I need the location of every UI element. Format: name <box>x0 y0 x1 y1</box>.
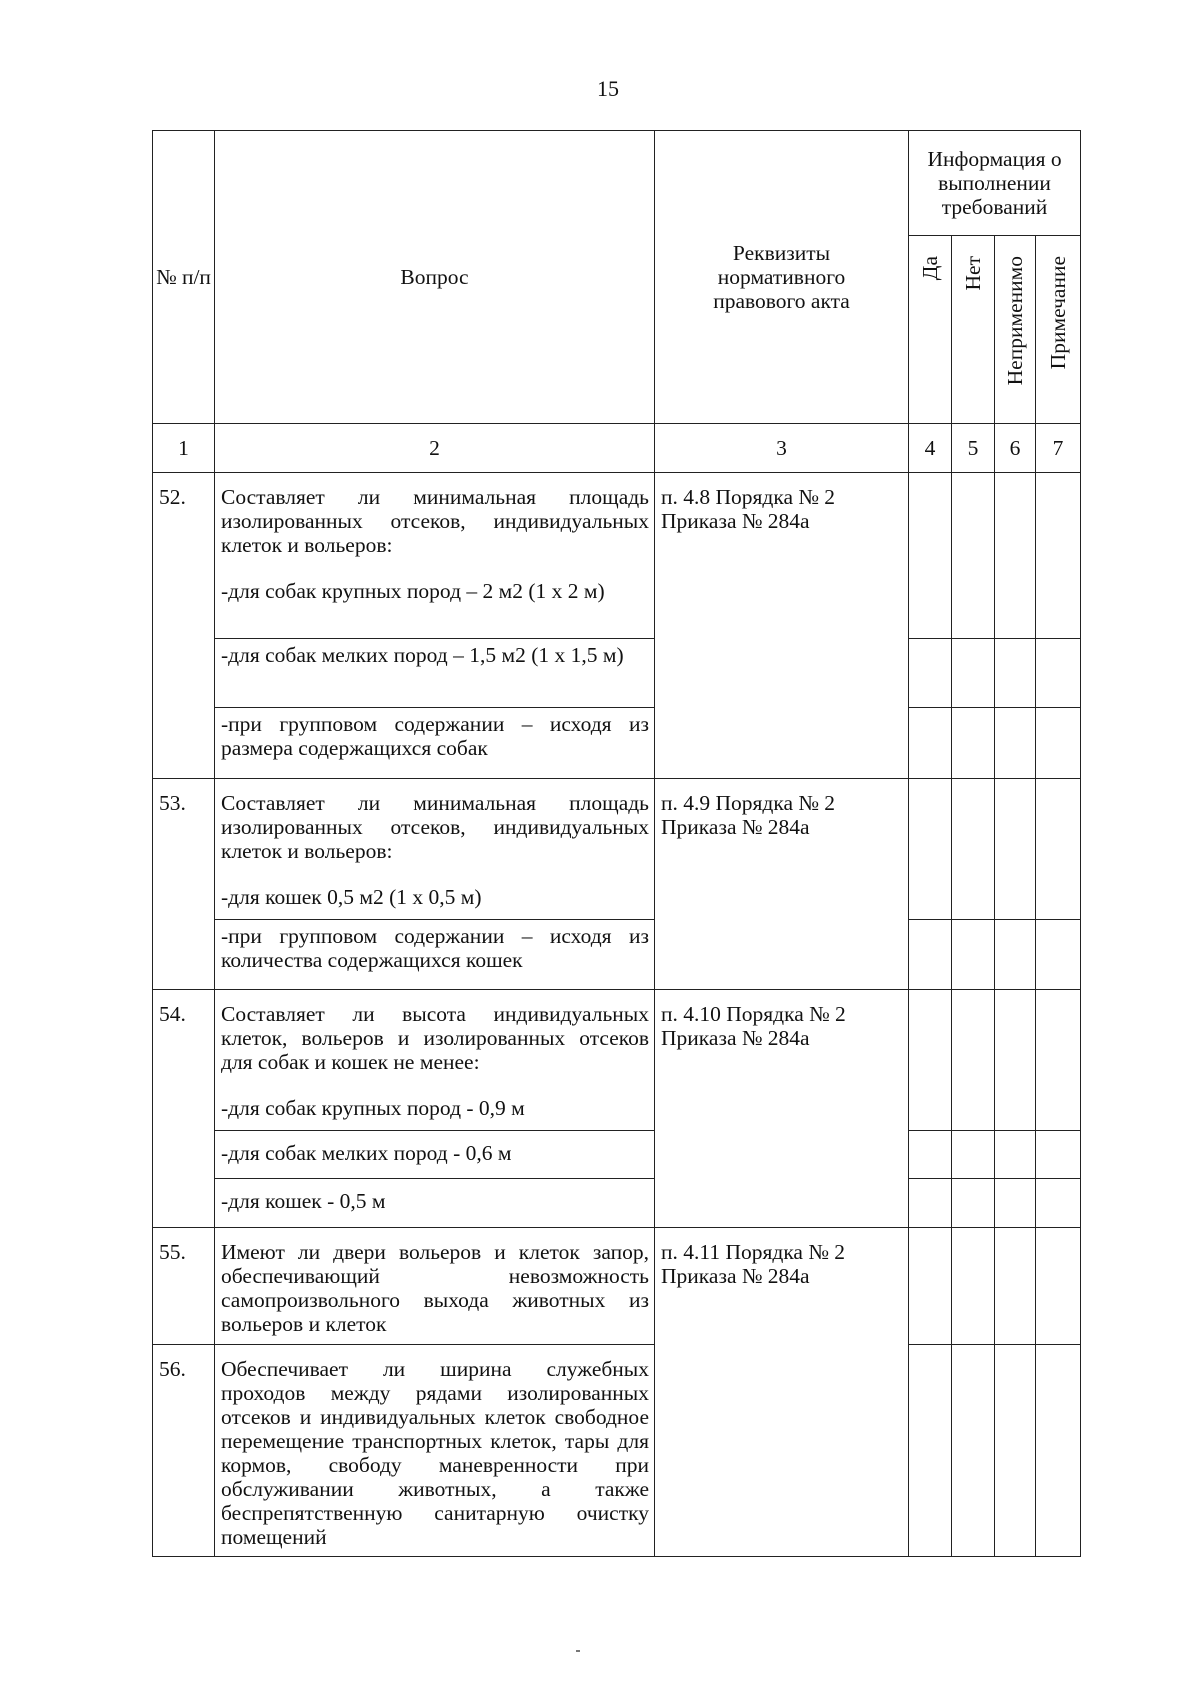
header-row-top <box>153 131 1081 236</box>
question-cell <box>215 1228 655 1345</box>
answer-yes-cell[interactable] <box>909 920 952 990</box>
header-note: Примечание <box>1046 256 1071 370</box>
answer-yes-cell[interactable] <box>909 1228 952 1345</box>
question-cell <box>215 990 655 1131</box>
question-cell <box>215 920 655 990</box>
answer-no-cell[interactable] <box>952 639 995 708</box>
header-not-applicable: Неприменимо <box>1003 256 1027 386</box>
answer-note-cell[interactable] <box>1036 920 1081 990</box>
answer-no-cell[interactable] <box>952 779 995 920</box>
question-sub-item: -для собак мелких пород - 0,6 м <box>221 1141 512 1165</box>
answer-no-cell[interactable] <box>952 708 995 779</box>
table-row-56 <box>153 1345 1081 1557</box>
answer-note-cell[interactable] <box>1036 1179 1081 1228</box>
header-no: Нет <box>961 256 985 291</box>
answer-yes-cell[interactable] <box>909 708 952 779</box>
answer-na-cell[interactable] <box>995 473 1036 639</box>
answer-yes-cell[interactable] <box>909 1131 952 1179</box>
answer-yes-cell[interactable] <box>909 639 952 708</box>
requisites-cell: п. 4.10 Порядка № 2 Приказа № 284а <box>655 990 909 1228</box>
answer-na-cell[interactable] <box>995 639 1036 708</box>
table-row-54 <box>153 990 1081 1131</box>
header-question: Вопрос <box>215 131 655 424</box>
question-cell <box>215 1131 655 1179</box>
row-number: 55. <box>153 1228 215 1345</box>
row-number: 54. <box>153 990 215 1228</box>
header-yes: Да <box>918 256 942 281</box>
answer-na-cell[interactable] <box>995 708 1036 779</box>
header-yes-cell <box>909 236 952 424</box>
question-cell <box>215 708 655 779</box>
column-index: 6 <box>995 424 1036 473</box>
column-index: 3 <box>655 424 909 473</box>
table-row-52-sub <box>153 708 1081 779</box>
table-row-54-sub <box>153 1179 1081 1228</box>
column-index: 2 <box>215 424 655 473</box>
answer-note-cell[interactable] <box>1036 639 1081 708</box>
header-num: № п/п <box>153 131 215 424</box>
answer-no-cell[interactable] <box>952 1228 995 1345</box>
answer-note-cell[interactable] <box>1036 473 1081 639</box>
answer-na-cell[interactable] <box>995 1179 1036 1228</box>
scan-artifact-mark <box>576 1650 580 1652</box>
header-requisites: Реквизиты нормативного правового акта <box>655 131 909 424</box>
answer-note-cell[interactable] <box>1036 1228 1081 1345</box>
question-cell <box>215 779 655 920</box>
answer-yes-cell[interactable] <box>909 990 952 1131</box>
answer-na-cell[interactable] <box>995 1345 1036 1557</box>
question-cell <box>215 473 655 639</box>
question-sub-item: -для собак мелких пород – 1,5 м2 (1 х 1,5 м) <box>221 643 624 667</box>
header-no-cell <box>952 236 995 424</box>
answer-na-cell[interactable] <box>995 920 1036 990</box>
requisites-cell: п. 4.9 Порядка № 2 Приказа № 284а <box>655 779 909 990</box>
question-text: Составляет ли высота индивидуальных клеток, вольеров и изолированных отсеков для собак и кошек не менее: <box>221 1002 649 1074</box>
requisites-cell: п. 4.11 Порядка № 2 Приказа № 284а <box>655 1228 909 1557</box>
page-number: 15 <box>597 76 619 101</box>
answer-no-cell[interactable] <box>952 1131 995 1179</box>
answer-no-cell[interactable] <box>952 473 995 639</box>
answer-na-cell[interactable] <box>995 990 1036 1131</box>
table-row-52 <box>153 473 1081 639</box>
answer-yes-cell[interactable] <box>909 473 952 639</box>
answer-note-cell[interactable] <box>1036 1131 1081 1179</box>
question-sub-item: -для собак крупных пород - 0,9 м <box>221 1096 525 1120</box>
question-text: Составляет ли минимальная площадь изолированных отсеков, индивидуальных клеток и вольеров: <box>221 791 649 863</box>
answer-no-cell[interactable] <box>952 990 995 1131</box>
question-cell <box>215 1179 655 1228</box>
answer-yes-cell[interactable] <box>909 779 952 920</box>
table-row-54-sub <box>153 1131 1081 1179</box>
answer-no-cell[interactable] <box>952 1345 995 1557</box>
table-row-52-sub <box>153 639 1081 708</box>
column-index: 4 <box>909 424 952 473</box>
column-index: 1 <box>153 424 215 473</box>
answer-yes-cell[interactable] <box>909 1345 952 1557</box>
answer-na-cell[interactable] <box>995 779 1036 920</box>
question-text: Составляет ли минимальная площадь изолированных отсеков, индивидуальных клеток и вольеров: <box>221 485 649 557</box>
question-sub-item: -для собак крупных пород – 2 м2 (1 х 2 м) <box>221 579 605 603</box>
question-sub-item: -при групповом содержании – исходя из количества содержащихся кошек <box>221 924 649 972</box>
answer-note-cell[interactable] <box>1036 1345 1081 1557</box>
question-cell <box>215 639 655 708</box>
row-number: 52. <box>153 473 215 779</box>
question-text: Обеспечивает ли ширина служебных проходов между рядами изолированных отсеков и индивидуальных клеток свободное перемещение транспортных клеток, тары для кормов, свободу маневренности при обслуживании животных, а также беспрепятственную санитарную очистку помещений <box>221 1357 649 1549</box>
answer-na-cell[interactable] <box>995 1228 1036 1345</box>
header-na-cell <box>995 236 1036 424</box>
table-row-53 <box>153 779 1081 920</box>
answer-yes-cell[interactable] <box>909 1179 952 1228</box>
column-index-row <box>153 424 1081 473</box>
table-row-53-sub <box>153 920 1081 990</box>
question-cell <box>215 1345 655 1557</box>
answer-note-cell[interactable] <box>1036 990 1081 1131</box>
requisites-cell: п. 4.8 Порядка № 2 Приказа № 284а <box>655 473 909 779</box>
column-index: 7 <box>1036 424 1081 473</box>
answer-no-cell[interactable] <box>952 920 995 990</box>
answer-na-cell[interactable] <box>995 1131 1036 1179</box>
answer-no-cell[interactable] <box>952 1179 995 1228</box>
question-text: Имеют ли двери вольеров и клеток запор, обеспечивающий невозможность самопроизвольного выхода животных из вольеров и клеток <box>221 1240 649 1336</box>
question-sub-item: -для кошек 0,5 м2 (1 х 0,5 м) <box>221 885 482 909</box>
question-sub-item: -для кошек - 0,5 м <box>221 1189 386 1213</box>
checklist-table <box>152 130 1081 1557</box>
header-info-group: Информация о выполнении требований <box>909 131 1081 236</box>
table-row-55 <box>153 1228 1081 1345</box>
column-index: 5 <box>952 424 995 473</box>
row-number: 56. <box>153 1345 215 1557</box>
row-number: 53. <box>153 779 215 990</box>
answer-note-cell[interactable] <box>1036 708 1081 779</box>
question-sub-item: -при групповом содержании – исходя из размера содержащихся собак <box>221 712 649 760</box>
header-note-cell <box>1036 236 1081 424</box>
answer-note-cell[interactable] <box>1036 779 1081 920</box>
